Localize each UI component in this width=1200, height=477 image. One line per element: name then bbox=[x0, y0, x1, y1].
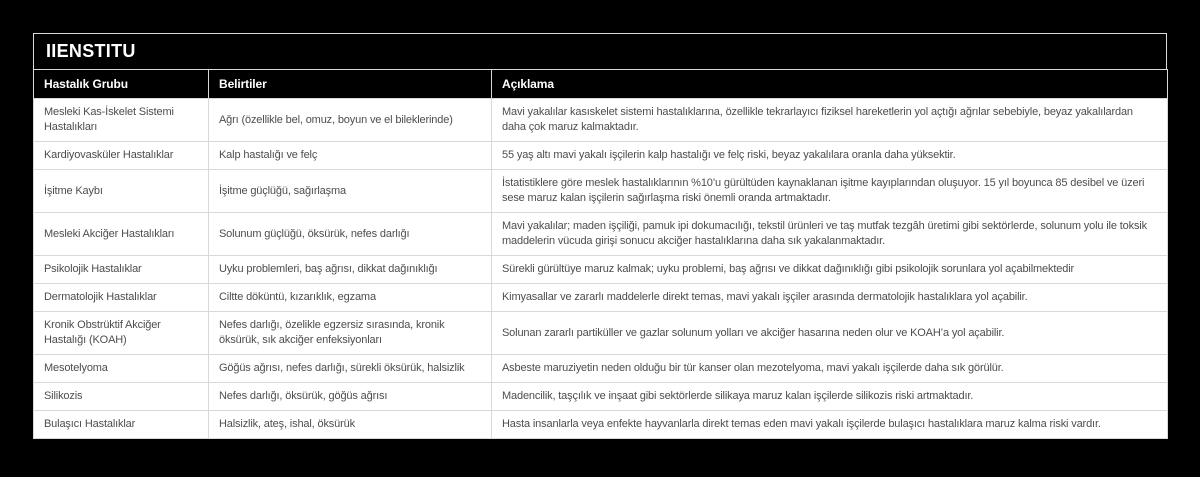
disease-group-cell: Kronik Obstrüktif Akciğer Hastalığı (KOAH) bbox=[34, 312, 209, 355]
disease-group-cell: Dermatolojik Hastalıklar bbox=[34, 284, 209, 312]
symptoms-cell: Nefes darlığı, öksürük, göğüs ağrısı bbox=[209, 383, 492, 411]
symptoms-cell: Halsizlik, ateş, ishal, öksürük bbox=[209, 411, 492, 439]
disease-table bbox=[33, 69, 1168, 439]
description-cell: Kimyasallar ve zararlı maddelerle direkt temas, mavi yakalı işçiler arasında dermatolojik hastalıklara yol açabilir. bbox=[492, 284, 1168, 312]
description-cell: Hasta insanlarla veya enfekte hayvanlarla direkt temas eden mavi yakalı işçilerde bulaşıcı hastalıklara maruz kalma riski vardır. bbox=[492, 411, 1168, 439]
table-row bbox=[34, 142, 1168, 170]
disease-group-cell: Silikozis bbox=[34, 383, 209, 411]
table-row bbox=[34, 355, 1168, 383]
description-cell: Asbeste maruziyetin neden olduğu bir tür kanser olan mezotelyoma, mavi yakalı işçilerde daha sık görülür. bbox=[492, 355, 1168, 383]
disease-group-cell: Psikolojik Hastalıklar bbox=[34, 256, 209, 284]
symptoms-cell: Ağrı (özellikle bel, omuz, boyun ve el bileklerinde) bbox=[209, 99, 492, 142]
disease-group-cell: Mesleki Akciğer Hastalıkları bbox=[34, 213, 209, 256]
disease-group-cell: Kardiyovasküler Hastalıklar bbox=[34, 142, 209, 170]
column-header-description: Açıklama bbox=[492, 70, 1168, 99]
symptoms-cell: Ciltte döküntü, kızarıklık, egzama bbox=[209, 284, 492, 312]
table-header-row bbox=[34, 70, 1168, 99]
symptoms-cell: İşitme güçlüğü, sağırlaşma bbox=[209, 170, 492, 213]
description-cell: Madencilik, taşçılık ve inşaat gibi sektörlerde silikaya maruz kalan işçilerde silikozis riski artmaktadır. bbox=[492, 383, 1168, 411]
symptoms-cell: Solunum güçlüğü, öksürük, nefes darlığı bbox=[209, 213, 492, 256]
column-header-disease-group: Hastalık Grubu bbox=[34, 70, 209, 99]
brand-title: IIENSTITU bbox=[46, 41, 136, 61]
disease-group-cell: İşitme Kaybı bbox=[34, 170, 209, 213]
table-row bbox=[34, 383, 1168, 411]
description-cell: İstatistiklere göre meslek hastalıklarının %10’u gürültüden kaynaklanan işitme kayıplarından oluşuyor. 15 yıl boyunca 85 desibel ve üzeri sese maruz kalan işçilerin sağırlaşma riski önemli oranda artmaktadır. bbox=[492, 170, 1168, 213]
brand-bar bbox=[33, 33, 1167, 69]
table-row bbox=[34, 170, 1168, 213]
symptoms-cell: Uyku problemleri, baş ağrısı, dikkat dağınıklığı bbox=[209, 256, 492, 284]
table-row bbox=[34, 284, 1168, 312]
table-row bbox=[34, 99, 1168, 142]
description-cell: Sürekli gürültüye maruz kalmak; uyku problemi, baş ağrısı ve dikkat dağınıklığı gibi psikolojik sorunlara yol açabilmektedir bbox=[492, 256, 1168, 284]
disease-group-cell: Mesleki Kas-İskelet Sistemi Hastalıkları bbox=[34, 99, 209, 142]
table-body bbox=[34, 99, 1168, 439]
symptoms-cell: Nefes darlığı, özelikle egzersiz sırasında, kronik öksürük, sık akciğer enfeksiyonları bbox=[209, 312, 492, 355]
table-row bbox=[34, 213, 1168, 256]
description-cell: Solunan zararlı partiküller ve gazlar solunum yolları ve akciğer hasarına neden olur ve KOAH’a yol açabilir. bbox=[492, 312, 1168, 355]
description-cell: Mavi yakalılar; maden işçiliği, pamuk ipi dokumacılığı, tekstil ürünleri ve taş mutfak tezgâh üretimi gibi sektörlerde, solunum yolu ile toksik maddelerin vücuda girişi sonucu akciğer hastalıklarına daha sık yakalanmaktadır. bbox=[492, 213, 1168, 256]
disease-group-cell: Bulaşıcı Hastalıklar bbox=[34, 411, 209, 439]
disease-group-cell: Mesotelyoma bbox=[34, 355, 209, 383]
column-header-symptoms: Belirtiler bbox=[209, 70, 492, 99]
content-frame bbox=[33, 33, 1167, 439]
table-row bbox=[34, 312, 1168, 355]
symptoms-cell: Göğüs ağrısı, nefes darlığı, sürekli öksürük, halsizlik bbox=[209, 355, 492, 383]
table-row bbox=[34, 411, 1168, 439]
description-cell: Mavi yakalılar kasıskelet sistemi hastalıklarına, özellikle tekrarlayıcı fiziksel hareketlerin yol açtığı ağrılar sebebiyle, beyaz yakalılardan daha çok maruz kalmaktadır. bbox=[492, 99, 1168, 142]
symptoms-cell: Kalp hastalığı ve felç bbox=[209, 142, 492, 170]
description-cell: 55 yaş altı mavi yakalı işçilerin kalp hastalığı ve felç riski, beyaz yakalılara oranla daha yüksektir. bbox=[492, 142, 1168, 170]
table-row bbox=[34, 256, 1168, 284]
